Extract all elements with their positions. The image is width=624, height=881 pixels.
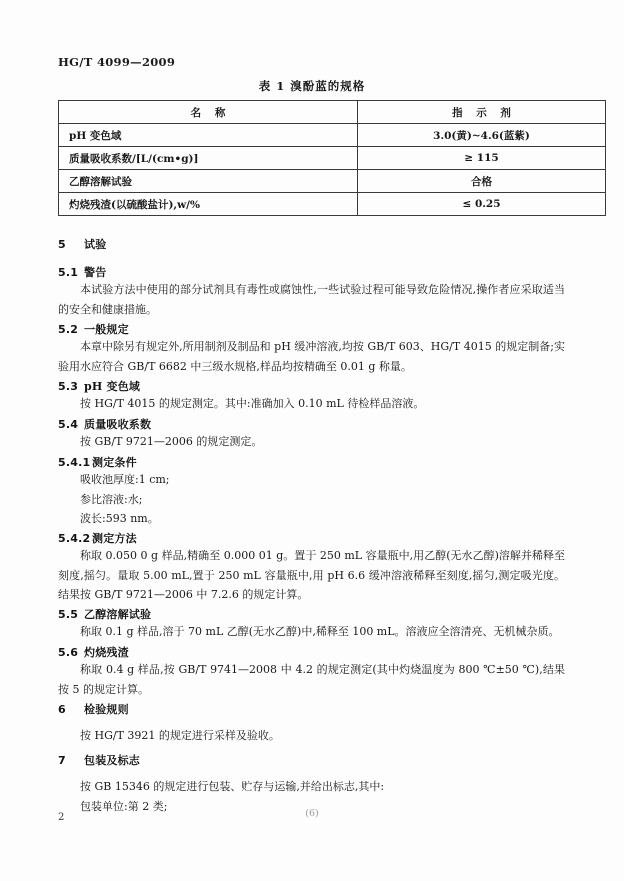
clause-6-number: 6: [58, 703, 66, 716]
clause-5-5-paragraph: 称取 0.1 g 样品,溶于 70 mL 乙醇(无水乙醇)中,稀释至 100 mL。溶液应全溶清亮、无机械杂质。: [80, 625, 560, 638]
table-row: [59, 147, 606, 170]
clause-5: [58, 236, 565, 252]
clause-5-1-number: 5.1: [58, 266, 79, 279]
clause-5-4-2-paragraph: 称取 0.050 0 g 样品,精确至 0.000 01 g。置于 250 mL 容量瓶中,用乙醇(无水乙醇)溶解并稀释至刻度,摇匀。量取 5.00 mL,置于 250 mL 容量瓶中,用 pH 6.6 缓冲溶液稀释至刻度,摇匀,测定吸光度。结果按 GB/T 9721—2006 中 7.2.6 的规定计算。: [58, 549, 565, 601]
clause-5-3: [58, 378, 565, 414]
table-header-name: 名 称: [59, 101, 358, 124]
clause-5-2-paragraph: 本章中除另有规定外,所用制剂及制品和 pH 缓冲溶液,均按 GB/T 603、HG/T 4015 的规定制备;实验用水应符合 GB/T 6682 中三级水规格,样品均按精确至 0.01 g 称量。: [58, 340, 565, 373]
clause-7-title: 包装及标志: [84, 754, 140, 767]
clause-5-5-number: 5.5: [58, 608, 79, 621]
clause-5-2-number: 5.2: [58, 323, 79, 336]
clause-5-4-1-number: 5.4.1: [58, 456, 91, 469]
table-cell-value: 合格: [358, 170, 606, 193]
clause-5-2-title: 一般规定: [84, 323, 129, 336]
table-cell-value: 3.0(黄)~4.6(蓝紫): [358, 124, 606, 147]
clause-5-2: [58, 321, 565, 376]
clause-5-1-title: 警告: [84, 266, 107, 279]
clause-5-4-2-title: 测定方法: [92, 532, 137, 545]
clause-5-5-heading: [58, 606, 565, 622]
table-header-indicator: 指 示 剂: [358, 101, 606, 124]
clause-5-3-title: pH 变色域: [84, 380, 141, 393]
clause-5-4-1: [58, 454, 565, 529]
clause-7-heading: [58, 752, 565, 768]
specification-table: [58, 100, 606, 216]
clause-5-4: [58, 416, 565, 452]
clause-5-6-number: 5.6: [58, 646, 79, 659]
standard-code-header: HG/T 4099—2009: [58, 55, 176, 69]
clause-5-heading: [58, 236, 565, 252]
clause-5-title: 试验: [84, 238, 107, 251]
clause-5-4-1-line: 吸收池厚度:1 cm;: [80, 473, 170, 486]
clause-7-paragraph: 按 GB 15346 的规定进行包装、贮存与运输,并给出标志,其中:: [80, 780, 385, 793]
clause-5-6-heading: [58, 644, 565, 660]
clause-5-4-1-heading: [58, 454, 565, 470]
clause-5-4-2: [58, 530, 565, 605]
clause-5-4-1-line: 参比溶液:水;: [80, 492, 143, 506]
clause-5-6-paragraph: 称取 0.4 g 样品,按 GB/T 9741—2008 中 4.2 的规定测定(其中灼烧温度为 800 ℃±50 ℃),结果按 5 的规定计算。: [58, 663, 565, 696]
clause-5-3-paragraph: 按 HG/T 4015 的规定测定。其中:准确加入 0.10 mL 待检样品溶液。: [80, 397, 425, 410]
clause-5-2-heading: [58, 321, 565, 337]
clause-5-1-paragraph: 本试验方法中使用的部分试剂具有毒性或腐蚀性,一些试验过程可能导致危险情况,操作者应采取适当的安全和健康措施。: [58, 283, 565, 316]
clause-5-3-number: 5.3: [58, 380, 79, 393]
clause-7-number: 7: [58, 754, 66, 767]
table-cell-name: 乙醇溶解试验: [59, 170, 358, 193]
clause-5-5: [58, 606, 565, 642]
clause-6-heading: [58, 701, 565, 717]
table-cell-value: ≥ 115: [358, 147, 606, 170]
table-cell-name: 质量吸收系数/[L/(cm•g)]: [59, 147, 358, 170]
clause-5-1-heading: [58, 264, 565, 280]
clause-6-title: 检验规则: [84, 703, 129, 716]
table-caption: 表 1 溴酚蓝的规格: [258, 79, 366, 93]
clause-7-line: 包装单位:第 2 类;: [80, 799, 168, 813]
clause-5-1: [58, 264, 565, 319]
clause-5-number: 5: [58, 238, 66, 251]
clause-5-4-1-title: 测定条件: [92, 456, 137, 469]
clause-5-6: [58, 644, 565, 699]
page-number: 2: [58, 812, 65, 823]
clause-5-3-heading: [58, 378, 565, 394]
clause-5-4-2-number: 5.4.2: [58, 532, 91, 545]
clause-5-5-title: 乙醇溶解试验: [84, 608, 152, 621]
clause-6-paragraph: 按 HG/T 3921 的规定进行采样及验收。: [80, 729, 280, 742]
clause-7: [58, 752, 565, 816]
table-cell-name: pH 变色域: [59, 124, 358, 147]
clause-6: [58, 701, 565, 746]
table-header-row: [59, 101, 606, 124]
table-cell-value: ≤ 0.25: [358, 193, 606, 216]
clause-5-4-1-line: 波长:593 nm。: [80, 512, 159, 525]
table-row: [59, 170, 606, 193]
table-row: [59, 193, 606, 216]
clause-5-4-2-heading: [58, 530, 565, 546]
clause-5-4-title: 质量吸收系数: [84, 418, 152, 431]
collection-number: (6): [305, 808, 319, 819]
clause-5-4-heading: [58, 416, 565, 432]
clause-5-6-title: 灼烧残渣: [84, 646, 129, 659]
clause-5-4-number: 5.4: [58, 418, 79, 431]
table-cell-name: 灼烧残渣(以硫酸盐计),w/%: [59, 193, 358, 216]
table-row: [59, 124, 606, 147]
clause-5-4-paragraph: 按 GB/T 9721—2006 的规定测定。: [80, 435, 263, 448]
